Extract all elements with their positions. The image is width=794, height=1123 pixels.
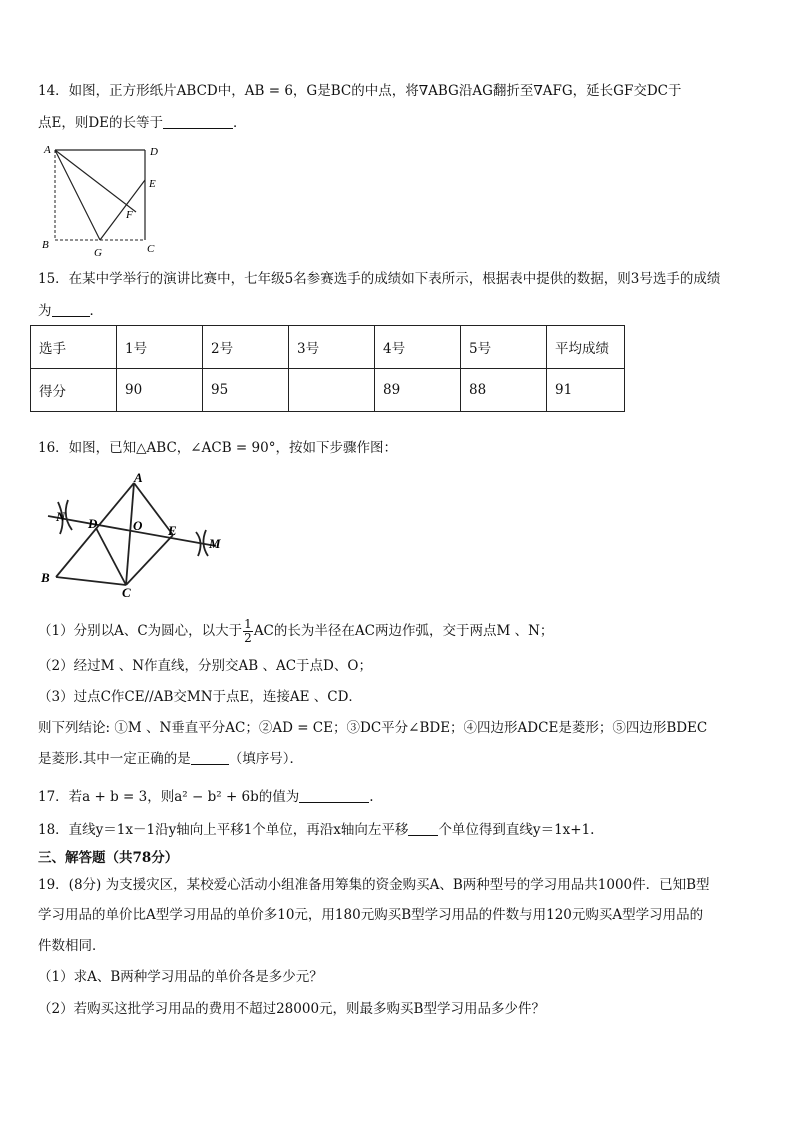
q16-conclusion2: 是菱形.其中一定正确的是 （填序号）． <box>38 751 304 767</box>
q14-label-C: C <box>147 243 155 255</box>
table-header-row <box>31 326 625 369</box>
table-cell: 90 <box>117 369 203 412</box>
table-cell: 91 <box>547 369 625 412</box>
table-header-cell: 4号 <box>375 326 461 369</box>
q16-step1-b: AC的长为半径在AC两边作弧，交于两点M 、N； <box>253 623 554 639</box>
q15-answer-blank <box>52 302 90 317</box>
q16-step3: （3）过点C作CE//AB交MN于点E，连接AE 、CD． <box>38 689 362 705</box>
table-cell: 得分 <box>31 369 117 412</box>
q16-step2: （2）经过M 、N作直线，分别交AB 、AC于点D、O； <box>38 658 372 674</box>
table-row <box>31 369 625 412</box>
q14-line1: 14．如图，正方形纸片ABCD中，AB = 6，G是BC的中点，将∇ABG沿AG翻折至∇AFG，延长GF交DC于 <box>38 83 682 99</box>
q16-conclusion1: 则下列结论: ①M 、N垂直平分AC；②AD = CE；③DC平分∠BDE；④四边形ADCE是菱形；⑤四边形BDEC <box>38 720 708 736</box>
q14-square-figure <box>36 140 176 260</box>
table-cell: 89 <box>375 369 461 412</box>
q17-line: 17．若a + b = 3，则a² − b² + 6b的值为 . <box>38 789 374 805</box>
q14-label-D: D <box>150 146 158 158</box>
q17-answer-blank <box>299 788 369 803</box>
q14-line2-text: 点E，则DE的长等于 <box>38 115 164 131</box>
q18-line: 18．直线y＝1x－1沿y轴向上平移1个单位，再沿x轴向左平移 个单位得到直线y＝1x+1. <box>38 822 595 838</box>
q15-score-table <box>30 325 625 412</box>
q15-line2: 为 ． <box>38 303 103 319</box>
q16-label-D: D <box>88 516 98 531</box>
q14-label-F: F <box>126 209 133 221</box>
q16-step1 <box>38 618 553 645</box>
q16-label-C: C <box>122 585 131 600</box>
q16-answer-blank <box>191 750 229 765</box>
table-header-cell: 5号 <box>461 326 547 369</box>
q14-label-E: E <box>149 178 156 190</box>
q16-label-E: E <box>168 523 177 538</box>
q15-line1: 15．在某中学举行的演讲比赛中，七年级5名参赛选手的成绩如下表所示，根据表中提供的数据，则3号选手的成绩 <box>38 271 721 287</box>
q19-line2: 学习用品的单价比A型学习用品的单价多10元，用180元购买B型学习用品的件数与用120元购买A型学习用品的 <box>38 907 704 923</box>
q14-label-G: G <box>94 247 102 259</box>
q14-label-A: A <box>44 144 51 156</box>
table-cell <box>289 369 375 412</box>
q16-step1-a: （1）分别以A、C为圆心，以大于 <box>38 623 243 639</box>
q16-label-A: A <box>134 472 143 485</box>
q16-label-N: N <box>56 509 66 524</box>
q16-line1: 16．如图，已知△ABC，∠ACB = 90°，按如下步骤作图： <box>38 440 397 456</box>
section-title: 三、解答题（共78分） <box>38 850 179 866</box>
q14-line2: 点E，则DE的长等于 ． <box>38 115 247 131</box>
q19-sub2: （2）若购买这批学习用品的费用不超过28000元，则最多购买B型学习用品多少件？ <box>38 1001 545 1017</box>
q16-fraction: $\frac{1}{2}$ <box>244 617 252 645</box>
q16-construction-figure <box>36 472 236 602</box>
q18-answer-blank <box>408 821 438 836</box>
q19-line3: 件数相同． <box>38 938 106 954</box>
q19-sub1: （1）求A、B两种学习用品的单价各是多少元？ <box>38 969 323 985</box>
table-header-cell: 3号 <box>289 326 375 369</box>
table-header-cell: 选手 <box>31 326 117 369</box>
q16-label-M: M <box>209 536 221 551</box>
q16-label-B: B <box>41 570 50 585</box>
q19-line1: 19．(8分) 为支援灾区，某校爱心活动小组准备用筹集的资金购买A、B两种型号的学习用品共1000件．已知B型 <box>38 877 710 893</box>
table-cell: 88 <box>461 369 547 412</box>
table-cell: 95 <box>203 369 289 412</box>
q14-label-B: B <box>42 239 49 251</box>
q15-line2-text: 为 <box>38 303 52 319</box>
table-header-cell: 1号 <box>117 326 203 369</box>
q16-label-O: O <box>133 518 143 533</box>
q14-answer-blank <box>163 114 233 129</box>
table-header-cell: 2号 <box>203 326 289 369</box>
table-header-cell: 平均成绩 <box>547 326 625 369</box>
